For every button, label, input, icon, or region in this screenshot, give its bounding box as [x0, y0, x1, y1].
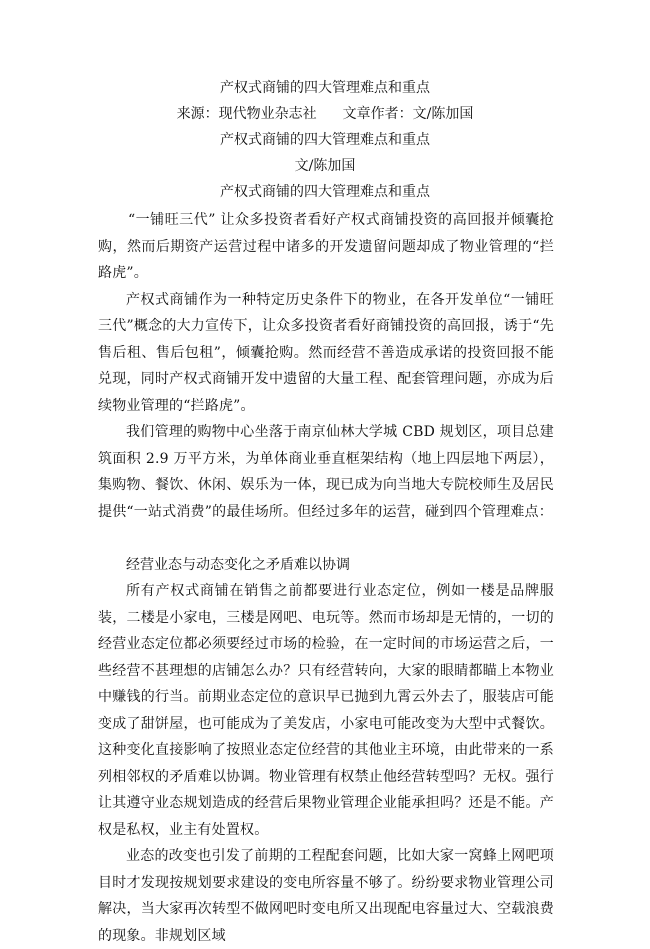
section-heading: 经营业态与动态变化之矛盾难以协调	[126, 556, 350, 573]
article-title-repeat-2: 产权式商铺的四大管理难点和重点	[220, 184, 430, 200]
article-title-repeat: 产权式商铺的四大管理难点和重点	[220, 132, 430, 148]
paragraph-section-2: 业态的改变也引发了前期的工程配套问题，比如大家一窝蜂上网吧项目时才发现按规划要求建设的变电所容量不够了。纷纷要求物业管理公司解决，当大家再次转型不做网吧时变电所又出现配电容量过大、空载浪费的现象。非规划区域	[98, 848, 554, 944]
paragraph-background: 产权式商铺作为一种特定历史条件下的物业，在各开发单位“一铺旺三代”概念的大力宣传下，让众多投资者看好商铺投资的高回报，诱于“先售后租、售后包租”，倾囊抢购。然而经营不善造成承诺的投资回报不能兑现，同时产权式商铺开发中遗留的大量工程、配套管理问题，亦成为后续物业管理的“拦路虎”。	[98, 291, 554, 414]
article-byline: 文/陈加国	[294, 158, 356, 174]
source-label: 来源：现代物业杂志社	[176, 106, 317, 122]
paragraph-spacer	[98, 525, 554, 552]
paragraph-intro: “一铺旺三代” 让众多投资者看好产权式商铺投资的高回报并倾囊抢购，然而后期资产运营过程中诸多的开发遗留问题却成了物业管理的“拦路虎”。	[98, 212, 554, 281]
source-line	[0, 103, 650, 125]
article-title: 产权式商铺的四大管理难点和重点	[220, 80, 430, 96]
paragraph-section-1: 所有产权式商铺在销售之前都要进行业态定位，例如一楼是品牌服装，二楼是小家电，三楼是网吧、电玩等。然而市场却是无情的，一切的经营业态定位都必须要经过市场的检验，在一定时间的市场运营之后，一些经营不甚理想的店铺怎么办？只有经营转向，大家的眼睛都瞄上本物业中赚钱的行当。前期业态定位的意识早已抛到九霄云外去了，服装店可能变成了甜饼屋，也可能成为了美发店，小家电可能改变为大型中式餐饮。这种变化直接影响了按照业态定位经营的其他业主环境，由此带来的一系列相邻权的矛盾难以协调。物业管理有权禁止他经营转型吗？无权。强行让其遵守业态规划造成的经营后果物业管理企业能承担吗？还是不能。产权是私权，业主有处置权。	[98, 583, 554, 838]
author-label: 文章作者：文/陈加国	[342, 106, 474, 122]
article-body	[98, 207, 554, 949]
paragraph-project: 我们管理的购物中心坐落于南京仙林大学城 CBD 规划区，项目总建筑面积 2.9 万平方米，为单体商业垂直框架结构（地上四层地下两层），集购物、餐饮、休闲、娱乐为一体，现已成为向当地大专院校师生及居民提供“一站式消费”的最佳场所。但经过多年的运营，碰到四个管理难点：	[98, 424, 554, 520]
